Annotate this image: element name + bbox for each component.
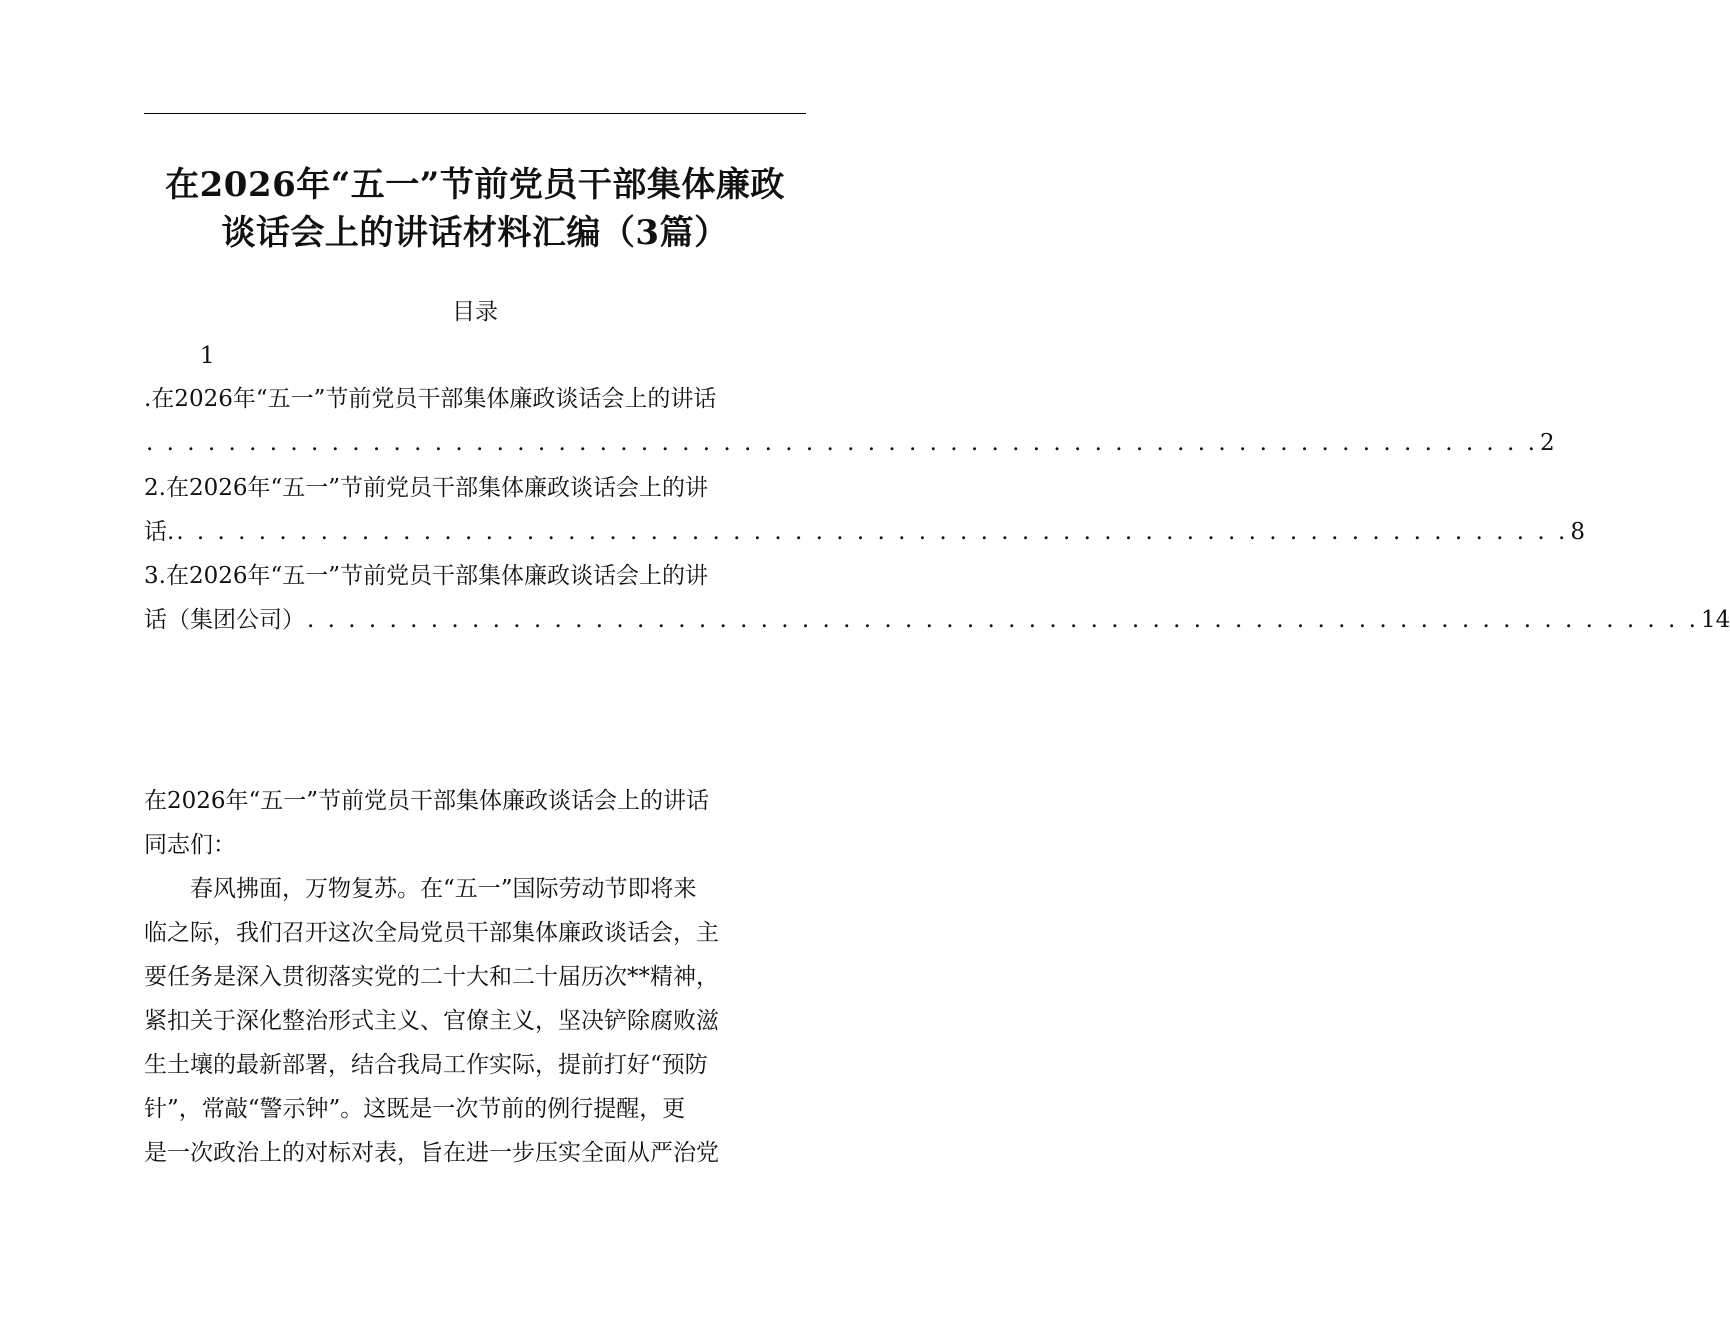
toc-dot-leader: . . . . . . . . . . . . . . . . . . . . . . . . . . . . . . . . . . . . . . . . . . . . . . . . . . . . . . . . . . . . . . . . . . . .	[146, 430, 1538, 456]
toc-entry-2-line-2: 话.	[144, 519, 175, 545]
toc-entry-1-page: 2	[1540, 430, 1555, 456]
toc-entry-2-line-1[interactable]: 2.在2026年“五一”节前党员干部集体廉政谈话会上的讲	[144, 475, 708, 501]
paragraph-line: 临之际，我们召开这次全局党员干部集体廉政谈话会，主	[144, 920, 719, 946]
paragraph-line: 生土壤的最新部署，结合我局工作实际，提前打好“预防	[144, 1052, 708, 1078]
toc-entry-1-line-1[interactable]: .在2026年“五一”节前党员干部集体廉政谈话会上的讲话	[144, 386, 717, 412]
document-title-line-1: 在2026年“五一”节前党员干部集体廉政	[165, 165, 785, 205]
document-title-line-2: 谈话会上的讲话材料汇编（3篇）	[221, 213, 729, 253]
header-rule	[144, 113, 806, 114]
toc-entry-2-leader[interactable]	[144, 515, 1585, 549]
paragraph-line: 针”，常敲“警示钟”。这既是一次节前的例行提醒，更	[144, 1096, 686, 1122]
section-heading: 在2026年“五一”节前党员干部集体廉政谈话会上的讲话	[144, 788, 710, 814]
toc-lead-number: 1	[200, 343, 215, 369]
toc-entry-3-line-2: 话（集团公司）	[144, 607, 305, 633]
paragraph-line: 春风拂面，万物复苏。在“五一”国际劳动节即将来	[190, 876, 697, 902]
toc-heading: 目录	[452, 299, 498, 325]
salutation: 同志们：	[144, 832, 236, 858]
paragraph-line: 要任务是深入贯彻落实党的二十大和二十届历次**精神，	[144, 964, 719, 990]
toc-entry-1-leader[interactable]	[144, 426, 1555, 460]
toc-entry-3-page: 14	[1701, 607, 1730, 633]
paragraph-line: 是一次政治上的对标对表，旨在进一步压实全面从严治党	[144, 1140, 719, 1166]
toc-entry-3-leader[interactable]	[144, 603, 1730, 637]
toc-entry-2-page: 8	[1570, 519, 1585, 545]
paragraph-line: 紧扣关于深化整治形式主义、官僚主义，坚决铲除腐败滋	[144, 1008, 719, 1034]
toc-dot-leader: . . . . . . . . . . . . . . . . . . . . . . . . . . . . . . . . . . . . . . . . . . . . . . . . . . . . . . . . . . . . . . . . . . . .	[176, 519, 1569, 545]
toc-entry-3-line-1[interactable]: 3.在2026年“五一”节前党员干部集体廉政谈话会上的讲	[144, 563, 708, 589]
toc-dot-leader: . . . . . . . . . . . . . . . . . . . . . . . . . . . . . . . . . . . . . . . . . . . . . . . . . . . . . . . . . . . . . . . . . . . .	[307, 607, 1699, 633]
